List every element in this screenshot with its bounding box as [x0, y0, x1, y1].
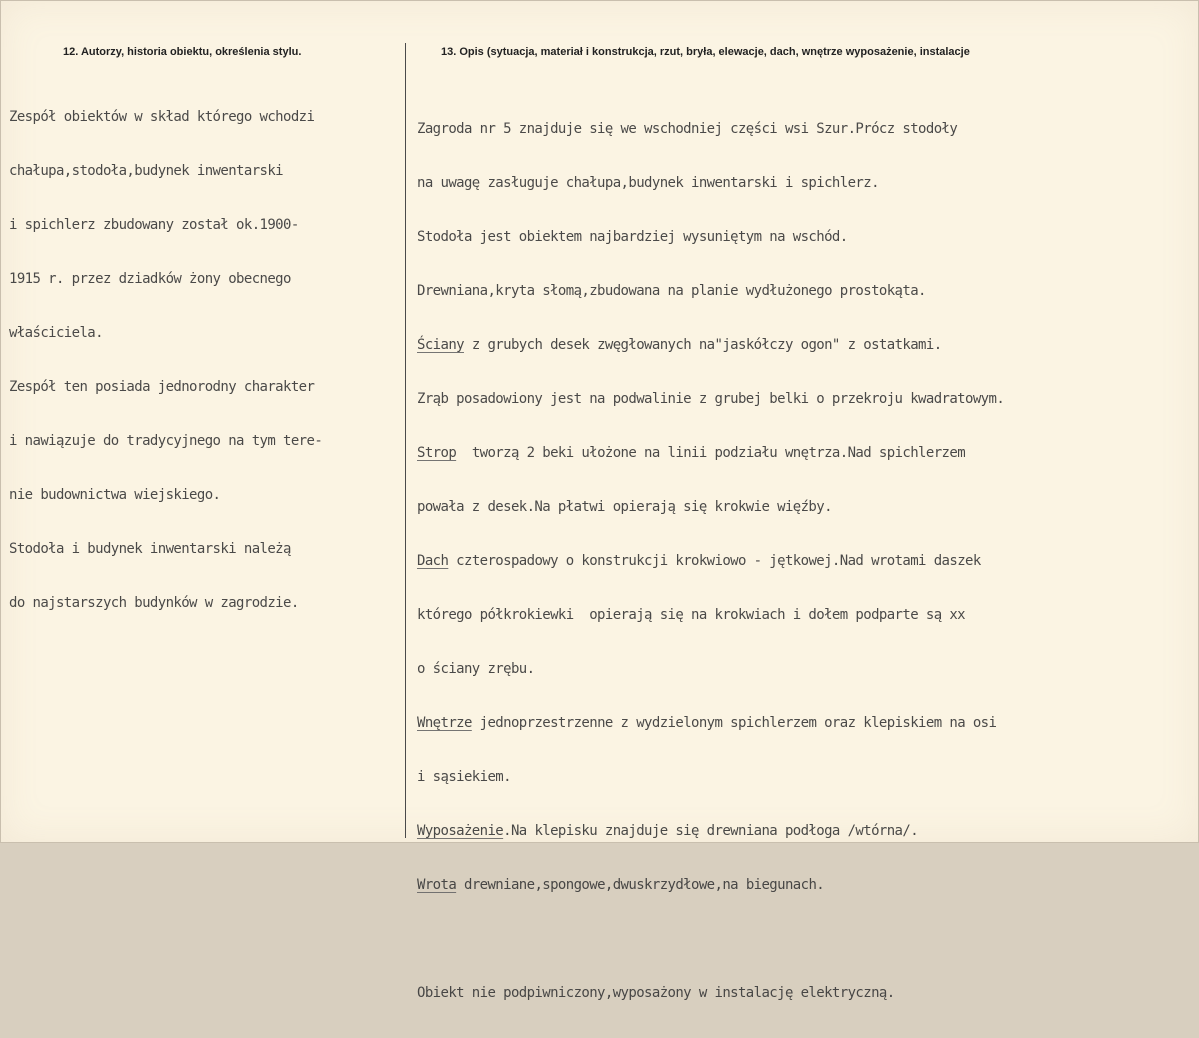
text-line: i nawiązuje do tradycyjnego na tym tere-: [9, 433, 323, 449]
text-line: Obiekt nie podpiwniczony,wyposażony w instalację elektryczną.: [417, 985, 895, 1001]
section-12-header: 12. Autorzy, historia obiektu, określenia stylu.: [63, 46, 302, 58]
text-segment: drewniane,spongowe,dwuskrzydłowe,na biegunach.: [456, 877, 825, 893]
text-line: 1915 r. przez dziadków żony obecnego: [9, 271, 291, 287]
text-line: [417, 876, 1004, 894]
text-line: chałupa,stodoła,budynek inwentarski: [9, 163, 284, 179]
text-line: Zespół obiektów w skład którego wchodzi: [9, 109, 315, 125]
text-line: powała z desek.Na płatwi opierają się krokwie więźby.: [417, 499, 832, 515]
text-segment: tworzą 2 beki ułożone na linii podziału wnętrza.Nad spichlerzem: [456, 445, 966, 461]
section-13-header: 13. Opis (sytuacja, materiał i konstrukcja, rzut, bryła, elewacje, dach, wnętrze wyposażenie, instalacje: [441, 46, 970, 58]
label-strop: Strop: [417, 445, 457, 461]
label-sciany: Ściany: [417, 337, 464, 353]
section-12-text: [9, 72, 322, 648]
text-line: i spichlerz zbudowany został ok.1900-: [9, 217, 299, 233]
text-segment: jednoprzestrzenne z wydzielonym spichlerzem oraz klepiskiem na osi: [471, 715, 997, 731]
text-segment: czterospadowy o konstrukcji krokwiowo - jętkowej.Nad wrotami daszek: [448, 553, 981, 569]
blank-line: [417, 930, 1004, 948]
label-wrota: Wrota: [417, 877, 457, 893]
text-line: Zespół ten posiada jednorodny charakter: [9, 379, 315, 395]
text-line: i sąsiekiem.: [417, 769, 511, 785]
label-dach: Dach: [417, 553, 449, 569]
section-13-text: [417, 84, 1004, 1038]
text-line: Zagroda nr 5 znajduje się we wschodniej części wsi Szur.Prócz stodoły: [417, 121, 958, 137]
text-line: [417, 552, 1004, 570]
text-line: Zrąb posadowiony jest na podwalinie z grubej belki o przekroju kwadratowym.: [417, 391, 1005, 407]
text-line: właściciela.: [9, 325, 103, 341]
text-line: Stodoła jest obiektem najbardziej wysuniętym na wschód.: [417, 229, 848, 245]
text-line: nie budownictwa wiejskiego.: [9, 487, 221, 503]
text-line: [417, 444, 1004, 462]
text-line: którego półkrokiewki opierają się na krokwiach i dołem podparte są xx: [417, 607, 966, 623]
column-divider: [405, 43, 406, 838]
text-line: Stodoła i budynek inwentarski należą: [9, 541, 291, 557]
text-line: do najstarszych budynków w zagrodzie.: [9, 595, 299, 611]
text-line: na uwagę zasługuje chałupa,budynek inwentarski i spichlerz.: [417, 175, 879, 191]
text-line: [417, 714, 1004, 732]
text-line: o ściany zrębu.: [417, 661, 535, 677]
text-segment: z grubych desek zwęgłowanych na"jaskółczy ogon" z ostatkami.: [463, 337, 942, 353]
label-wnetrze: Wnętrze: [417, 715, 472, 731]
text-line: [417, 822, 1004, 840]
text-line: [417, 336, 1004, 354]
text-line: Drewniana,kryta słomą,zbudowana na planie wydłużonego prostokąta.: [417, 283, 926, 299]
label-wyposazenie: Wyposażenie: [417, 823, 504, 839]
text-segment: .Na klepisku znajduje się drewniana podłoga /wtórna/.: [503, 823, 919, 839]
